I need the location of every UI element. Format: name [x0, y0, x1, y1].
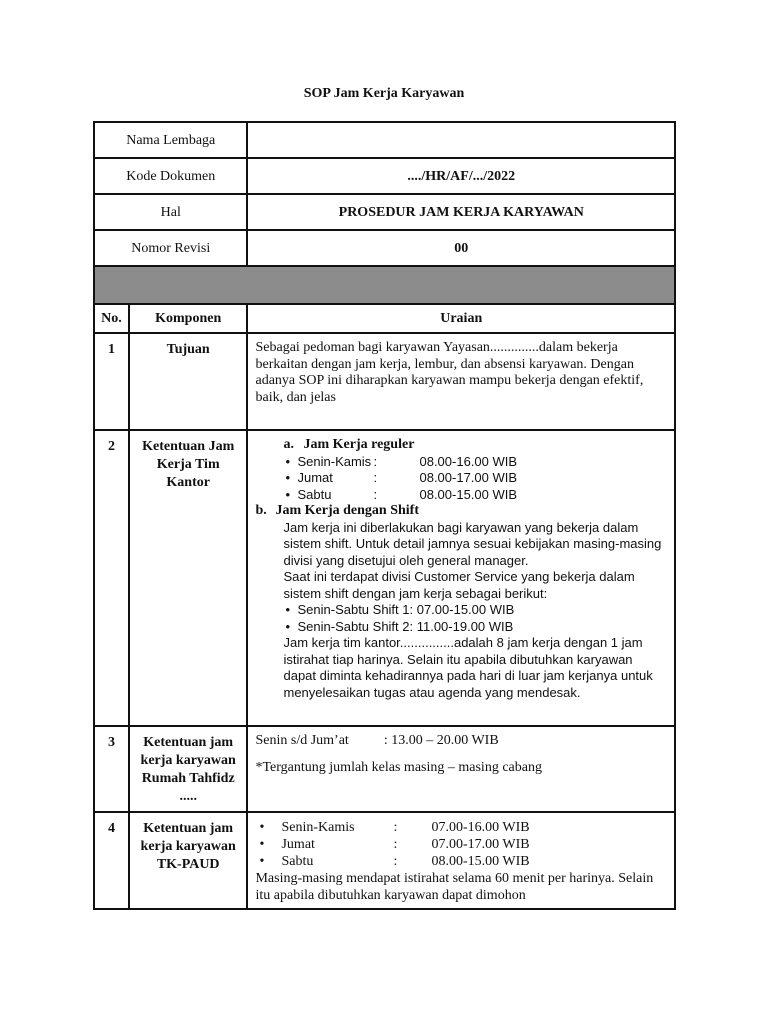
- table-row: [94, 726, 675, 812]
- header-label: Nomor Revisi: [94, 230, 247, 266]
- row-number: 4: [94, 812, 129, 909]
- table-row: [94, 333, 675, 430]
- tkpaud-hours-list: [255, 819, 668, 870]
- document-title: SOP Jam Kerja Karyawan: [303, 86, 465, 101]
- tahfidz-note: *Tergantung jumlah kelas masing – masing cabang: [255, 759, 542, 775]
- list-item: • Sabtu : 08.00-15.00 WIB: [283, 487, 668, 504]
- header-row-kode-dokumen: [94, 158, 675, 194]
- subsection-b-label: b.: [255, 503, 267, 518]
- tahfidz-hours: Senin s/d Jum’at : 13.00 – 20.00 WIB: [255, 733, 499, 748]
- column-header-uraian: Uraian: [247, 304, 675, 333]
- column-header-no: No.: [94, 304, 129, 333]
- column-header-row: [94, 304, 675, 333]
- sop-table: [93, 121, 676, 910]
- header-value: PROSEDUR JAM KERJA KARYAWAN: [247, 194, 675, 230]
- gray-separator: [94, 266, 675, 304]
- row-number: 1: [94, 333, 129, 430]
- shift-description: Jam kerja ini diberlakukan bagi karyawan yang bekerja dalam sistem shift. Untuk detail jamnya sesuai kebijakan masing-masing divisi yang disetujui oleh general manager.: [283, 519, 662, 568]
- table-row: [94, 430, 675, 726]
- row-uraian: [247, 812, 675, 909]
- subsection-b-title: b. Jam Kerja dengan Shift: [255, 503, 419, 518]
- subsection-a-title: a. Jam Kerja reguler: [283, 437, 415, 452]
- row-uraian: [247, 430, 675, 726]
- row-komponen: Tujuan: [129, 333, 248, 430]
- gray-separator-row: [94, 266, 675, 304]
- row-number: 3: [94, 726, 129, 812]
- list-item: • Senin-Kamis : 07.00-16.00 WIB: [255, 819, 668, 836]
- office-hours-note: Jam kerja tim kantor...............adalah 8 jam kerja dengan 1 jam istirahat tiap harinya. Selain itu apabila dibutuhkan karyawan dapat diminta kehadirannya pada hari di luar jam kerjanya untuk menyelesaikan tugas atau agenda yang mendesak.: [283, 635, 653, 700]
- list-item: • Senin-Sabtu Shift 2: 11.00-19.00 WIB: [283, 619, 668, 636]
- row-komponen: Ketentuan Jam Kerja Tim Kantor: [129, 430, 248, 726]
- row-uraian: [247, 333, 675, 430]
- header-value: [247, 122, 675, 158]
- table-row: [94, 812, 675, 909]
- tujuan-text: Sebagai pedoman bagi karyawan Yayasan..............dalam bekerja berkaitan dengan jam kerja, lembur, dan absensi karyawan. Dengan adanya SOP ini diharapkan karyawan mampu bekerja dengan efektif, baik, dan jelas: [255, 340, 644, 405]
- regular-hours-list: [255, 454, 668, 504]
- header-label: Nama Lembaga: [94, 122, 247, 158]
- tkpaud-note: Masing-masing mendapat istirahat selama 60 menit per harinya. Selain itu apabila dibutuhkan karyawan dapat dimohon: [255, 871, 654, 903]
- subsection-a-label: a.: [283, 437, 294, 452]
- header-row-nomor-revisi: [94, 230, 675, 266]
- list-item: • Jumat : 08.00-17.00 WIB: [283, 470, 668, 487]
- row-uraian: [247, 726, 675, 812]
- row-number: 2: [94, 430, 129, 726]
- list-item: • Sabtu : 08.00-15.00 WIB: [255, 853, 668, 870]
- list-item: • Jumat : 07.00-17.00 WIB: [255, 836, 668, 853]
- header-row-nama-lembaga: [94, 122, 675, 158]
- row-komponen: Ketentuan jam kerja karyawan Rumah Tahfidz .....: [129, 726, 248, 812]
- header-label: Hal: [94, 194, 247, 230]
- list-item: • Senin-Sabtu Shift 1: 07.00-15.00 WIB: [283, 602, 668, 619]
- header-row-hal: [94, 194, 675, 230]
- header-value: 00: [247, 230, 675, 266]
- shift-cs-description: Saat ini terdapat divisi Customer Service yang bekerja dalam sistem shift dengan jam kerja sebagai berikut:: [283, 569, 635, 601]
- column-header-komponen: Komponen: [129, 304, 248, 333]
- header-value: ..../HR/AF/.../2022: [247, 158, 675, 194]
- list-item: • Senin-Kamis : 08.00-16.00 WIB: [283, 454, 668, 471]
- shift-hours-list: [255, 602, 668, 635]
- row-komponen: Ketentuan jam kerja karyawan TK-PAUD: [129, 812, 248, 909]
- header-label: Kode Dokumen: [94, 158, 247, 194]
